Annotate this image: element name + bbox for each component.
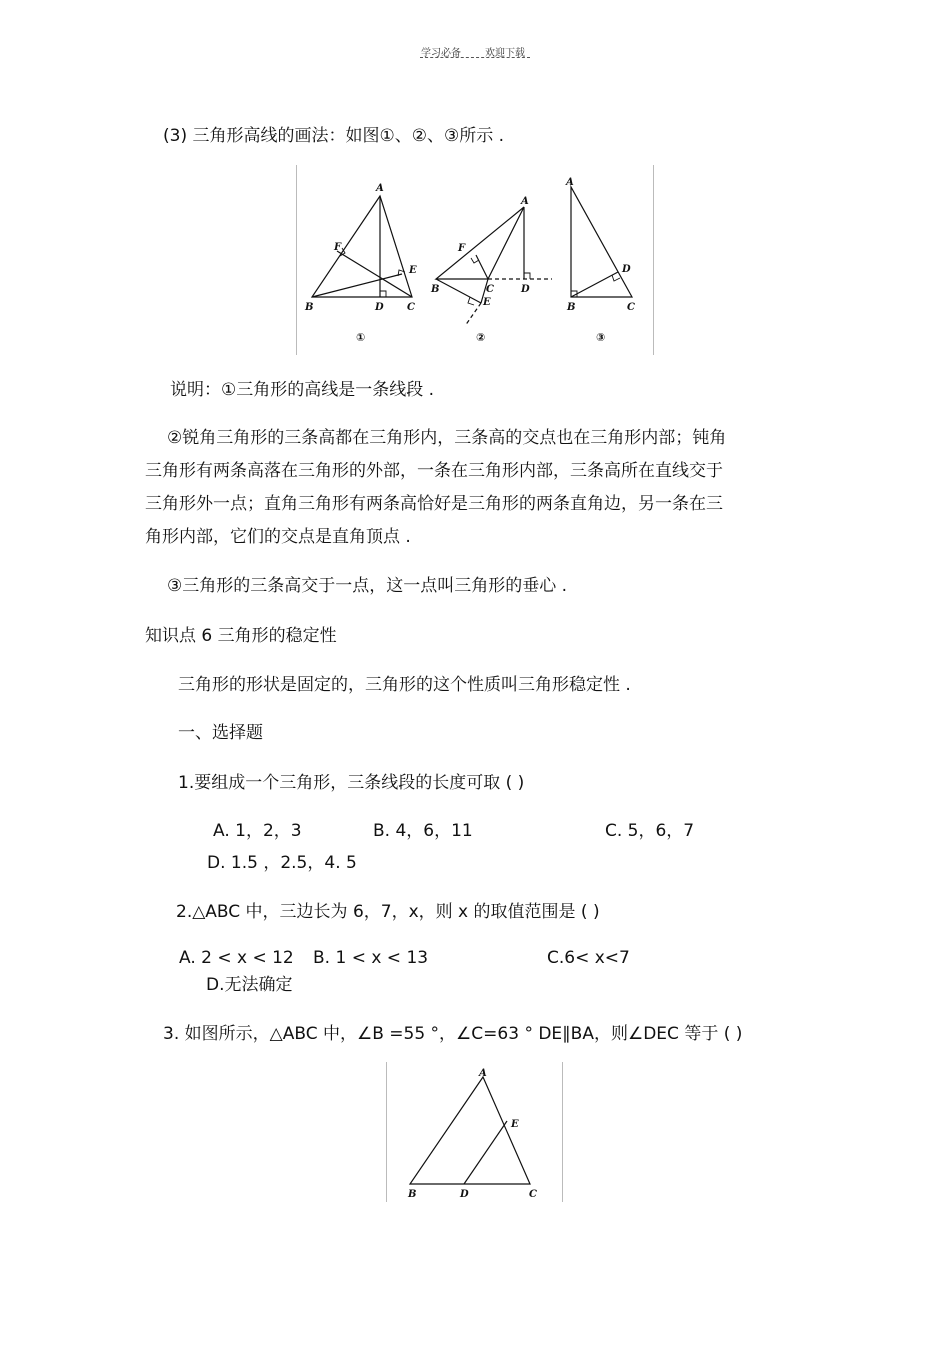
fig2-label-a: A [479, 1068, 487, 1079]
fig2-extension-ce [465, 303, 481, 326]
fig1-label-b: B [305, 302, 314, 313]
choice-heading: 一、选择题 [178, 723, 263, 743]
fig2-altitude-be [436, 279, 481, 303]
q2-stem: 2.△ABC 中，三边长为 6，7，x，则 x 的取值范围是 ( ) [176, 902, 600, 922]
fig1-number: ① [356, 331, 366, 344]
fig2-label-a: A [521, 196, 529, 207]
fig2-number: ② [476, 331, 486, 344]
fig2-label-e: E [483, 297, 491, 308]
q1-option-d: D. 1.5 ，2.5，4. 5 [207, 853, 357, 873]
fig1-label-a: A [376, 183, 384, 194]
note-2 [145, 422, 765, 554]
header-left: 学习必备 [421, 48, 461, 59]
fig3-label-c: C [627, 302, 635, 313]
fig-de-segment [464, 1121, 507, 1184]
note-2-line-3: 三角形外一点；直角三角形有两条高恰好是三角形的两条直角边，另一条在三 [145, 494, 723, 514]
fig2-label-b: B [431, 284, 440, 295]
fig3-label-b: B [567, 302, 576, 313]
q2-option-c: C.6< x<7 [547, 948, 630, 968]
fig3-label-a: A [566, 177, 574, 188]
fig2-label-f: F [458, 243, 466, 254]
fig1-triangle [312, 196, 412, 297]
header-right: 欢迎下载 [485, 48, 525, 59]
fig3-altitude-bd [571, 272, 618, 297]
q1-option-b: B. 4，6，11 [373, 821, 473, 841]
fig2-label-c: C [486, 284, 494, 295]
triangle-de-figure [387, 1062, 562, 1202]
q2-option-b: B. 1 < x < 13 [313, 948, 429, 968]
q2-option-d: D.无法确定 [206, 975, 293, 995]
figure1-right-border [653, 165, 654, 355]
altitude-figures [297, 165, 653, 355]
note-2-line-1: ②锐角三角形的三条高都在三角形内，三条高的交点也在三角形内部；钝角 [167, 428, 727, 448]
figure2-right-border [562, 1062, 563, 1202]
fig3-right-angle-d [612, 275, 620, 281]
note-1: 说明：①三角形的高线是一条线段 . [170, 380, 435, 400]
header-divider [420, 57, 530, 58]
q3-stem: 3. 如图所示，△ABC 中，∠B =55 °，∠C=63 ° DE∥BA，则∠DEC 等于 ( ) [163, 1024, 743, 1044]
q1-option-c: C. 5，6，7 [605, 821, 695, 841]
fig2-right-angle-d [524, 273, 530, 279]
fig3-label-d: D [622, 264, 631, 275]
fig1-label-d: D [375, 302, 384, 313]
note-3: ③三角形的三条高交于一点，这一点叫三角形的垂心 . [167, 576, 568, 596]
fig2b-label-c: C [529, 1189, 537, 1200]
fig1-right-angle-d [380, 291, 386, 297]
section-title: (3) 三角形高线的画法：如图①、②、③所示 . [163, 126, 505, 146]
kp6-body: 三角形的形状是固定的，三角形的这个性质叫三角形稳定性 . [178, 675, 631, 695]
q1-stem: 1.要组成一个三角形，三条线段的长度可取 ( ) [178, 773, 525, 793]
fig2-label-d: D [521, 284, 530, 295]
fig2-triangle [436, 207, 524, 279]
note-2-line-2: 三角形有两条高落在三角形的外部，一条在三角形内部，三条高所在直线交于 [145, 461, 723, 481]
kp6-title: 知识点 6 三角形的稳定性 [145, 626, 337, 646]
fig3-number: ③ [596, 331, 606, 344]
note-2-line-4: 角形内部，它们的交点是直角顶点 . [145, 527, 411, 547]
fig1-label-c: C [407, 302, 415, 313]
fig-abc-triangle [410, 1077, 530, 1184]
q1-option-a: A. 1，2，3 [213, 821, 302, 841]
fig2b-label-d: D [460, 1189, 469, 1200]
fig2-altitude-cf [476, 255, 488, 279]
fig2b-label-b: B [408, 1189, 417, 1200]
fig2b-label-e: E [511, 1119, 519, 1130]
fig1-label-e: E [409, 265, 417, 276]
fig1-label-f: F [334, 242, 342, 253]
q2-option-a: A. 2 < x < 12 [179, 948, 294, 968]
